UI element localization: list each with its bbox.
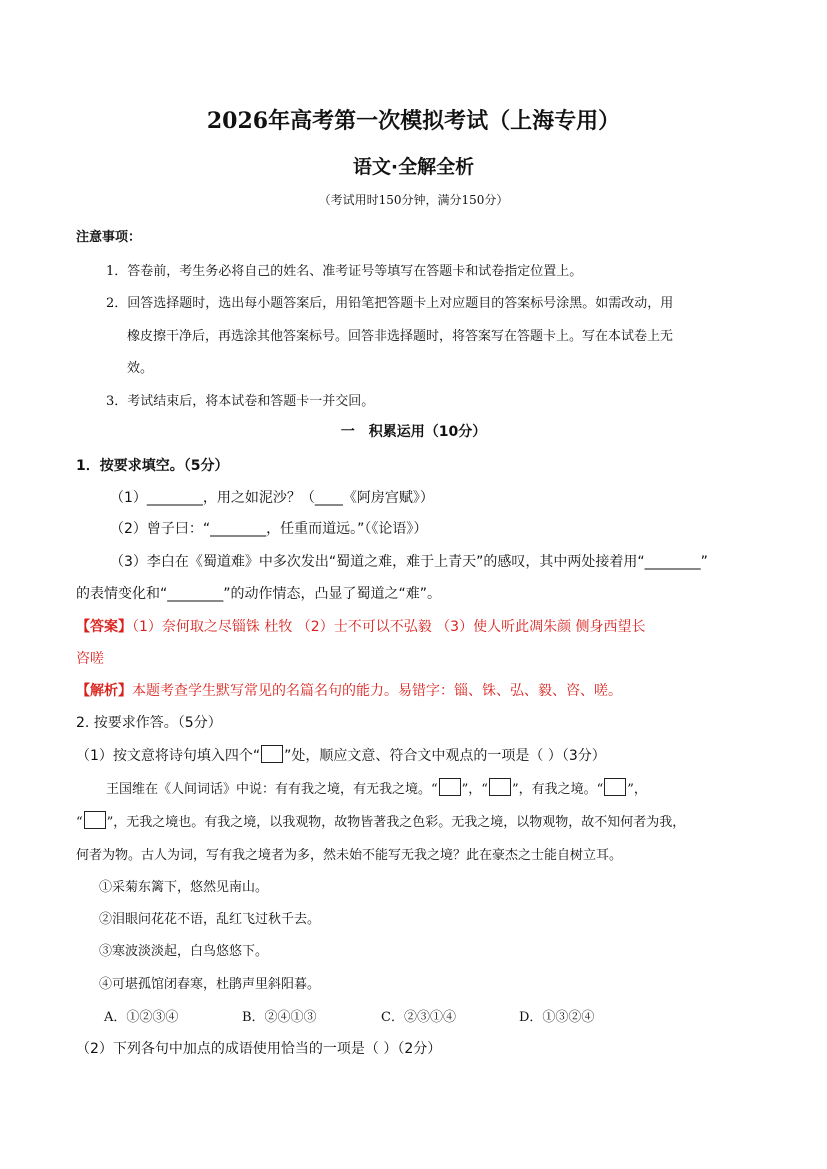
question-2-sub2: （2）下列各句中加点的成语使用恰当的一项是（ ）（2分） [76, 1041, 442, 1057]
section-title: 一 积累运用（10分） [340, 424, 487, 440]
passage-line: 何者为物。古人为词，写有我之境者为多，然未始不能写无我之境？此在豪杰之士能自树立耳。 [76, 848, 623, 863]
page-subtitle: 语文·全解全析 [352, 156, 475, 178]
question-1-heading: 1．按要求填空。（5分） [76, 458, 229, 474]
poem-line: ②泪眼问花花不语，乱红飞过秋千去。 [99, 912, 321, 927]
blank-box [84, 811, 106, 829]
option-d: D．①③②④ [519, 1010, 595, 1025]
blank-box [261, 745, 283, 763]
question-2-heading: 2. 按要求作答。（5分） [76, 715, 222, 731]
passage-text: 王国维在《人间词话》中说：有有我之境，有无我之境。“ [106, 782, 438, 797]
option-b: B．②④①③ [242, 1010, 317, 1025]
blank-box [439, 778, 461, 796]
sub1-suffix: ”处，顺应文意、符合文中观点的一项是（ ）（3分） [284, 748, 606, 764]
question-1-line: （3）李白在《蜀道难》中多次发出“蜀道之难，难于上青天”的感叹，其中两处接着用“________” [110, 554, 708, 570]
notice-item-cont: 效。 [127, 361, 154, 376]
notice-heading: 注意事项： [76, 230, 142, 245]
passage-text: “ [76, 815, 83, 830]
option-c: C．②③①④ [381, 1010, 456, 1025]
answer-tag: 【答案】 [76, 619, 132, 635]
notice-item: 2．回答选择题时，选出每小题答案后，用铅笔把答题卡上对应题目的答案标号涂黑。如需改动，用 [106, 296, 674, 311]
analysis-tag: 【解析】 [76, 683, 132, 699]
option-a: A．①②③④ [104, 1010, 179, 1025]
page-title: 2026年高考第一次模拟考试（上海专用） [206, 108, 621, 134]
poem-line: ③寒波淡淡起，白鸟悠悠下。 [99, 944, 269, 959]
question-1-line: 的表情变化和“________”的动作情态，凸显了蜀道之“难”。 [76, 586, 442, 602]
notice-item: 1．答卷前，考生务必将自己的姓名、准考证号等填写在答题卡和试卷指定位置上。 [106, 264, 583, 279]
exam-info: （考试用时150分钟，满分150分） [318, 193, 509, 207]
question-1-line: （1）________，用之如泥沙？（____《阿房宫赋》） [110, 490, 434, 506]
answer-text: （1）奈何取之尽锱铢 杜牧 （2）士不可以不弘毅 （3）使人听此凋朱颜 侧身西望长 [132, 619, 646, 635]
answer-line [76, 616, 646, 636]
analysis-text: 本题考查学生默写常见的名篇名句的能力。易错字：锱、铢、弘、毅、咨、嗟。 [132, 683, 622, 699]
passage-text: ”， [627, 782, 647, 797]
passage-line [76, 811, 685, 830]
question-1-line: （2）曾子曰：“________，任重而道远。”（《论语》） [110, 521, 428, 537]
blank-box [604, 778, 626, 796]
answer-line-cont: 咨嗟 [76, 651, 104, 667]
poem-line: ④可堪孤馆闭春寒，杜鹃声里斜阳暮。 [99, 977, 321, 992]
passage-text: ”，“ [461, 782, 488, 797]
passage-text: ”，有我之境。“ [511, 782, 604, 797]
blank-box [489, 778, 511, 796]
sub1-prefix: （1）按文意将诗句填入四个“ [76, 748, 261, 764]
passage-line [106, 778, 647, 797]
notice-item: 3．考试结束后，将本试卷和答题卡一并交回。 [106, 394, 375, 409]
passage-text: ”，无我之境也。有我之境，以我观物，故物皆著我之色彩。无我之境，以物观物，故不知何者为我， [106, 815, 686, 830]
notice-item-cont: 橡皮擦干净后，再选涂其他答案标号。回答非选择题时，将答案写在答题卡上。写在本试卷上无 [127, 329, 674, 344]
question-2-sub1 [76, 745, 606, 765]
analysis-line [76, 680, 622, 700]
poem-line: ①采菊东篱下，悠然见南山。 [99, 880, 269, 895]
